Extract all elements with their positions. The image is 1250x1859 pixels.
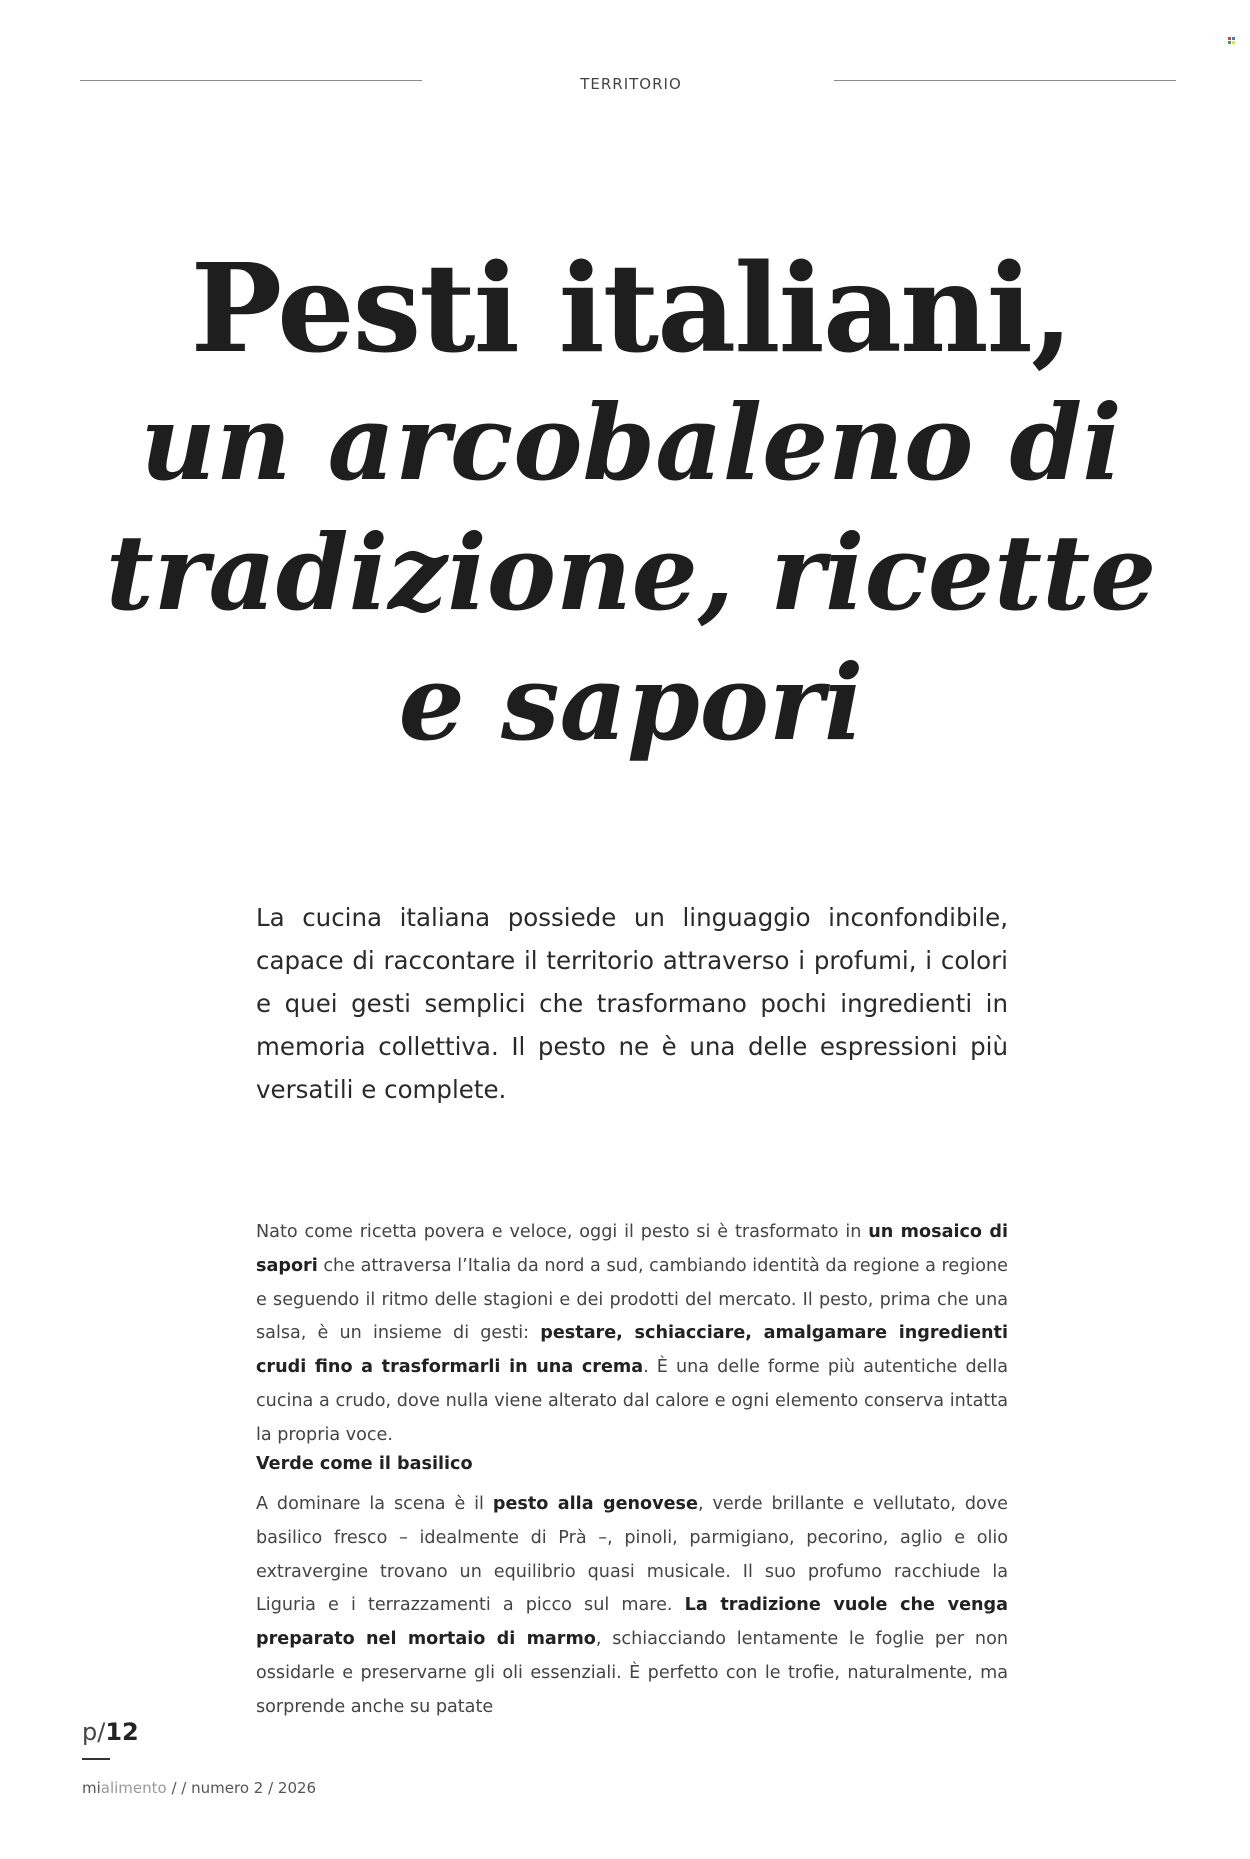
color-mark-icon — [1228, 37, 1235, 44]
title-sub-line-1: un arcobaleno di — [140, 381, 1122, 504]
body-paragraph-1: Nato come ricetta povera e veloce, oggi il pesto si è trasformato in un mosaico di sapori che attraversa l’Italia da nord a sud, cambiando identità da regione a regione e seguendo il ritmo delle stagioni e dei prodotti del mercato. Il pesto, prima che una salsa, è un insieme di gesti: pestare, schiacciare, amalgamare ingredienti crudi fino a trasformarli in una crema. È una delle forme più autentiche della cucina a crudo, dove nulla viene alterato dal calore e ogni elemento conserva intatta la propria voce. — [256, 1222, 1009, 1445]
title-main: Pesti italiani, — [190, 236, 1072, 380]
page-number: p/12 — [82, 1718, 139, 1746]
section-subheading: Verde come il basilico — [256, 1454, 473, 1474]
title-sub-line-3: e sapori — [398, 641, 864, 764]
article-title — [0, 238, 1250, 768]
lead-paragraph: La cucina italiana possiede un linguaggio inconfondibile, capace di raccontare il territorio attraverso i profumi, i colori e quei gesti semplici che trasformano pochi ingredienti in memoria collettiva. Il pesto ne è una delle espressioni più versatili e complete. — [256, 903, 1008, 1104]
page-number-rule — [82, 1758, 110, 1760]
section-label: TERRITORIO — [580, 75, 682, 93]
footer-issue — [82, 1779, 316, 1797]
brand-name-light: alimento — [100, 1779, 167, 1797]
issue-info: / / numero 2 / 2026 — [166, 1779, 317, 1797]
body-paragraph-2: A dominare la scena è il pesto alla genovese, verde brillante e vellutato, dove basilico fresco – idealmente di Prà –, pinoli, parmigiano, pecorino, aglio e olio extravergine trovano un equilibrio quasi musicale. Il suo profumo racchiude la Liguria e i terrazzamenti a picco sul mare. La tradizione vuole che venga preparato nel mortaio di marmo, schiacciando lentamente le foglie per non ossidarle e preservarne gli oli essenziali. È perfetto con le trofie, naturalmente, ma sorprende anche su patate — [256, 1494, 1009, 1717]
brand-name: mi — [82, 1779, 101, 1797]
title-sub-line-2: tradizione, ricette — [105, 511, 1157, 634]
header-rule-right — [834, 80, 1176, 81]
